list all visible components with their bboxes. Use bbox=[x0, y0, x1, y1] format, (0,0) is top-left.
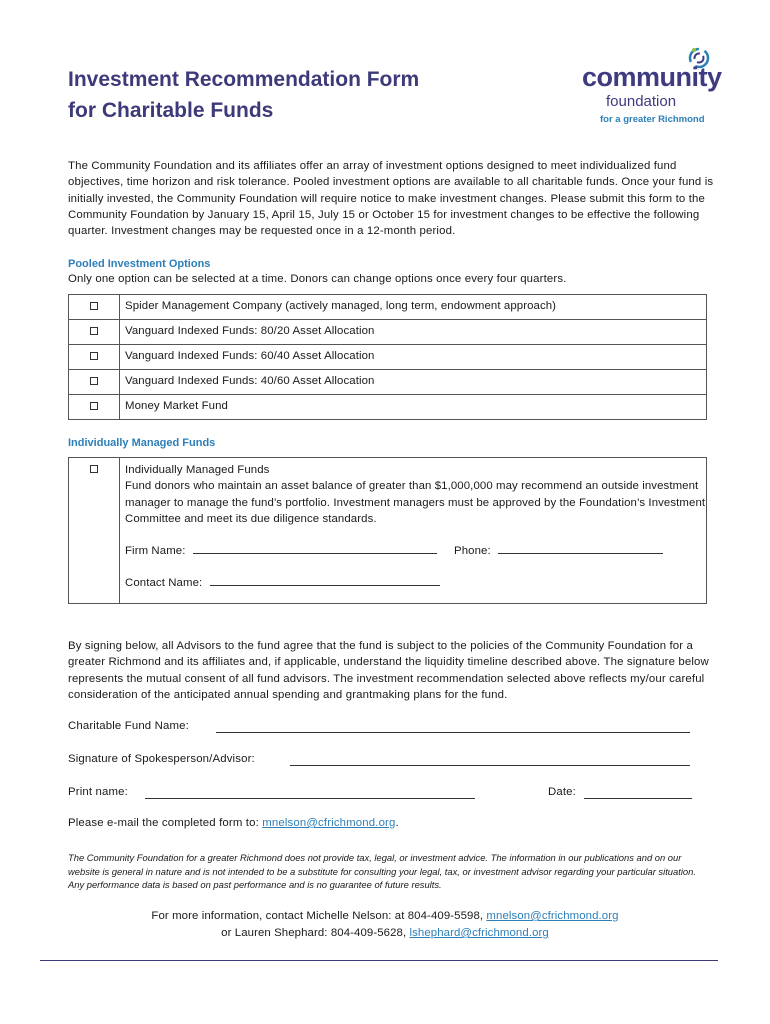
date-field[interactable] bbox=[584, 788, 692, 799]
page-title bbox=[68, 64, 419, 126]
option-checkbox[interactable] bbox=[90, 352, 98, 360]
option-checkbox[interactable] bbox=[90, 302, 98, 310]
contact-line-1 bbox=[0, 908, 770, 925]
email-text: Please e-mail the completed form to: bbox=[68, 817, 259, 829]
email-instruction bbox=[68, 817, 399, 829]
option-row bbox=[69, 345, 707, 370]
email-link[interactable]: mnelson@cfrichmond.org bbox=[262, 817, 396, 829]
managed-cell bbox=[120, 458, 707, 604]
signature-label: Signature of Spokesperson/Advisor: bbox=[68, 753, 255, 765]
option-label: Money Market Fund bbox=[120, 395, 707, 420]
logo-word: community bbox=[582, 62, 722, 92]
logo-subword: foundation bbox=[606, 93, 677, 110]
contact-row bbox=[125, 575, 706, 591]
date-label: Date: bbox=[548, 786, 576, 798]
title-line-2: for Charitable Funds bbox=[68, 99, 274, 122]
email-suffix: . bbox=[395, 817, 399, 829]
option-row bbox=[69, 320, 707, 345]
option-row bbox=[69, 370, 707, 395]
managed-option-title: Individually Managed Funds bbox=[125, 464, 270, 476]
print-name-label: Print name: bbox=[68, 786, 128, 798]
contact-line-1-text: For more information, contact Michelle Nelson: at 804-409-5598, bbox=[151, 910, 484, 922]
managed-heading: Individually Managed Funds bbox=[68, 437, 216, 449]
firm-name-field[interactable] bbox=[193, 544, 437, 554]
pooled-heading: Pooled Investment Options bbox=[68, 258, 211, 270]
community-foundation-logo bbox=[582, 44, 732, 128]
fund-name-field[interactable] bbox=[216, 722, 690, 733]
contact-name-label: Contact Name: bbox=[125, 577, 203, 590]
contact-email-nelson[interactable]: mnelson@cfrichmond.org bbox=[486, 910, 619, 922]
contact-email-shephard[interactable]: lshephard@cfrichmond.org bbox=[409, 927, 549, 939]
firm-name-label: Firm Name: bbox=[125, 545, 186, 558]
managed-description: Fund donors who maintain an asset balance of greater than $1,000,000 may recommend an outside investment manager to manage the fund’s portfolio. Investment managers must be approved by the Foundation’s Investment Committee and meet its due diligence standards. bbox=[125, 480, 706, 525]
option-label: Vanguard Indexed Funds: 80/20 Asset Allocation bbox=[120, 320, 707, 345]
fund-name-label: Charitable Fund Name: bbox=[68, 720, 189, 732]
option-row bbox=[69, 395, 707, 420]
title-line-1: Investment Recommendation Form bbox=[68, 68, 420, 91]
option-label: Vanguard Indexed Funds: 40/60 Asset Allocation bbox=[120, 370, 707, 395]
pooled-options-table bbox=[68, 294, 707, 420]
intro-paragraph: The Community Foundation and its affiliates offer an array of investment options designed to meet individualized fund objectives, time horizon and risk tolerance. Pooled investment options are available to all charitable funds. Once your fund is initially invested, the Community Foundation will require notice to make investment changes. Please submit this form to the Community Foundation by January 15, April 15, July 15 or October 15 for investment changes to be effective the following quarter. Investment changes may be requested once in a 12-month period. bbox=[68, 160, 714, 238]
firm-phone-row bbox=[125, 543, 706, 559]
option-checkbox[interactable] bbox=[90, 402, 98, 410]
option-label: Vanguard Indexed Funds: 60/40 Asset Allocation bbox=[120, 345, 707, 370]
contact-line-2-text: or Lauren Shephard: 804-409-5628, bbox=[221, 927, 407, 939]
managed-table bbox=[68, 457, 707, 604]
option-label: Spider Management Company (actively managed, long term, endowment approach) bbox=[120, 295, 707, 320]
signing-paragraph: By signing below, all Advisors to the fund agree that the fund is subject to the policies of the Community Foundation for a greater Richmond and its affiliates and, if applicable, understand the liquidity timeline described above. The signature below represents the mutual consent of all fund advisors. The investment recommendation selected above reflects my/our careful consideration of the anticipated annual spending and grantmaking plans for the fund. bbox=[68, 640, 709, 701]
contact-name-field[interactable] bbox=[210, 576, 440, 586]
option-checkbox[interactable] bbox=[90, 327, 98, 335]
signature-field[interactable] bbox=[290, 755, 690, 766]
footer-divider bbox=[40, 960, 718, 961]
option-checkbox[interactable] bbox=[90, 377, 98, 385]
disclaimer: The Community Foundation for a greater Richmond does not provide tax, legal, or investment advice. The information in our publications and on our website is general in nature and is not intended to be a substitute for consulting your legal, tax, or investment advisor regarding your particular situation. Any performance data is based on past performance and is no guarantee of future results. bbox=[68, 852, 696, 891]
logo-tagline: for a greater Richmond bbox=[600, 114, 705, 125]
managed-checkbox[interactable] bbox=[90, 465, 98, 473]
phone-field[interactable] bbox=[498, 544, 663, 554]
option-row bbox=[69, 295, 707, 320]
contact-line-2 bbox=[0, 925, 770, 942]
pooled-note: Only one option can be selected at a time. Donors can change options once every four quarters. bbox=[68, 273, 567, 285]
print-name-field[interactable] bbox=[145, 788, 475, 799]
contact-block bbox=[0, 908, 770, 942]
phone-label: Phone: bbox=[454, 545, 491, 558]
